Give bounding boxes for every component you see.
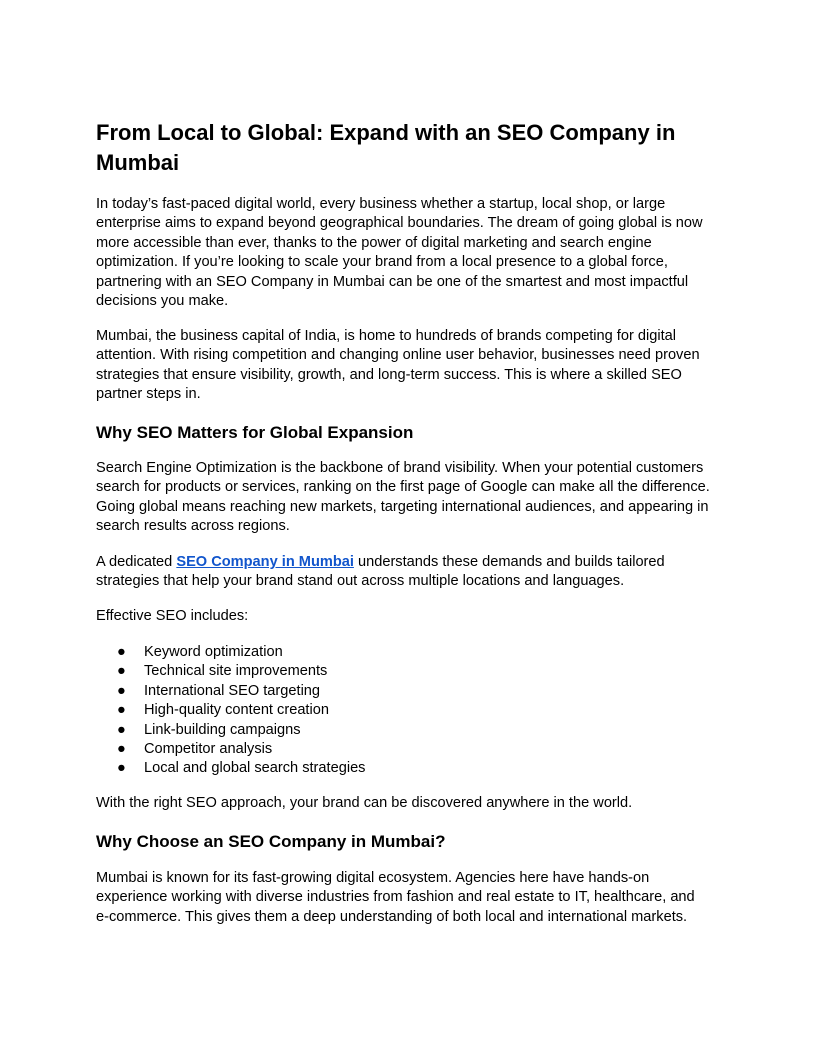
- closing-paragraph: [96, 794, 736, 813]
- page-title: [96, 118, 736, 178]
- text-line: Going global means reaching new markets, targeting international audiences, and appearing in: [96, 498, 709, 515]
- list-item: [96, 682, 736, 701]
- text-line: enterprise aims to expand beyond geographical boundaries. The dream of going global is now: [96, 215, 703, 232]
- text-line: decisions you make.: [96, 293, 229, 310]
- mumbai-paragraph: [96, 327, 736, 405]
- seo-features-list: [96, 643, 736, 779]
- bullet-icon: ●: [117, 682, 126, 699]
- bullet-icon: ●: [117, 702, 126, 719]
- text-line: partnering with an SEO Company in Mumbai can be one of the smartest and most impactful: [96, 273, 689, 290]
- text-line: With the right SEO approach, your brand can be discovered anywhere in the world.: [96, 795, 633, 811]
- list-item: [96, 701, 736, 720]
- bullet-icon: ●: [117, 741, 126, 758]
- list-item-text: Keyword optimization: [144, 644, 283, 660]
- text-line: search for products or services, ranking on the first page of Google can make all the difference.: [96, 479, 710, 496]
- text-line: optimization. If you’re looking to scale your brand from a local presence to a global force,: [96, 254, 668, 271]
- text-line: search results across regions.: [96, 518, 290, 535]
- text-line: strategies that ensure visibility, growth, and long-term success. This is where a skilled SEO: [96, 366, 682, 383]
- list-item-text: High-quality content creation: [144, 702, 329, 719]
- text-line: strategies that help your brand stand out across multiple locations and languages.: [96, 573, 625, 590]
- list-item-text: Technical site improvements: [144, 663, 328, 680]
- section-heading-why-seo: Why SEO Matters for Global Expansion: [96, 423, 414, 442]
- bullet-icon: ●: [117, 760, 126, 777]
- text-line: Search Engine Optimization is the backbone of brand visibility. When your potential customers: [96, 460, 704, 476]
- text-span: A dedicated: [96, 554, 177, 570]
- text-span: understands these demands and builds tailored: [353, 554, 665, 570]
- dedicated-paragraph: [96, 553, 736, 592]
- list-item-text: Link-building campaigns: [144, 721, 301, 738]
- bullet-icon: ●: [117, 663, 126, 680]
- title-line: Mumbai: [96, 150, 180, 175]
- text-line: Effective SEO includes:: [96, 608, 249, 624]
- list-item-text: Local and global search strategies: [144, 760, 366, 777]
- list-item: [96, 721, 736, 740]
- text-line: e-commerce. This gives them a deep understanding of both local and international markets.: [96, 908, 688, 925]
- mumbai-ecosystem-paragraph: [96, 869, 736, 927]
- text-line: partner steps in.: [96, 386, 201, 403]
- bullet-icon: ●: [117, 644, 126, 660]
- text-line: [96, 553, 736, 572]
- seo-company-link[interactable]: SEO Company in Mumbai: [176, 554, 354, 570]
- text-line: In today’s fast-paced digital world, every business whether a startup, local shop, or large: [96, 196, 666, 212]
- list-item: [96, 740, 736, 759]
- intro-paragraph: [96, 195, 736, 311]
- text-line: Mumbai is known for its fast-growing digital ecosystem. Agencies here have hands-on: [96, 870, 650, 886]
- text-line: experience working with diverse industries from fashion and real estate to IT, healthcare, and: [96, 889, 695, 906]
- text-line: more accessible than ever, thanks to the power of digital marketing and search engine: [96, 234, 652, 251]
- section-heading-why-mumbai: Why Choose an SEO Company in Mumbai?: [96, 832, 446, 851]
- seo-paragraph: [96, 459, 736, 537]
- list-intro: [96, 607, 736, 626]
- bullet-icon: ●: [117, 721, 126, 738]
- list-item-text: Competitor analysis: [144, 741, 273, 758]
- list-item: [96, 643, 736, 662]
- list-item-text: International SEO targeting: [144, 682, 321, 699]
- text-line: Mumbai, the business capital of India, is home to hundreds of brands competing for digital: [96, 328, 677, 344]
- text-line: attention. With rising competition and changing online user behavior, businesses need proven: [96, 347, 700, 364]
- list-item: [96, 759, 736, 778]
- list-item: [96, 662, 736, 681]
- title-line: From Local to Global: Expand with an SEO Company in: [96, 120, 676, 145]
